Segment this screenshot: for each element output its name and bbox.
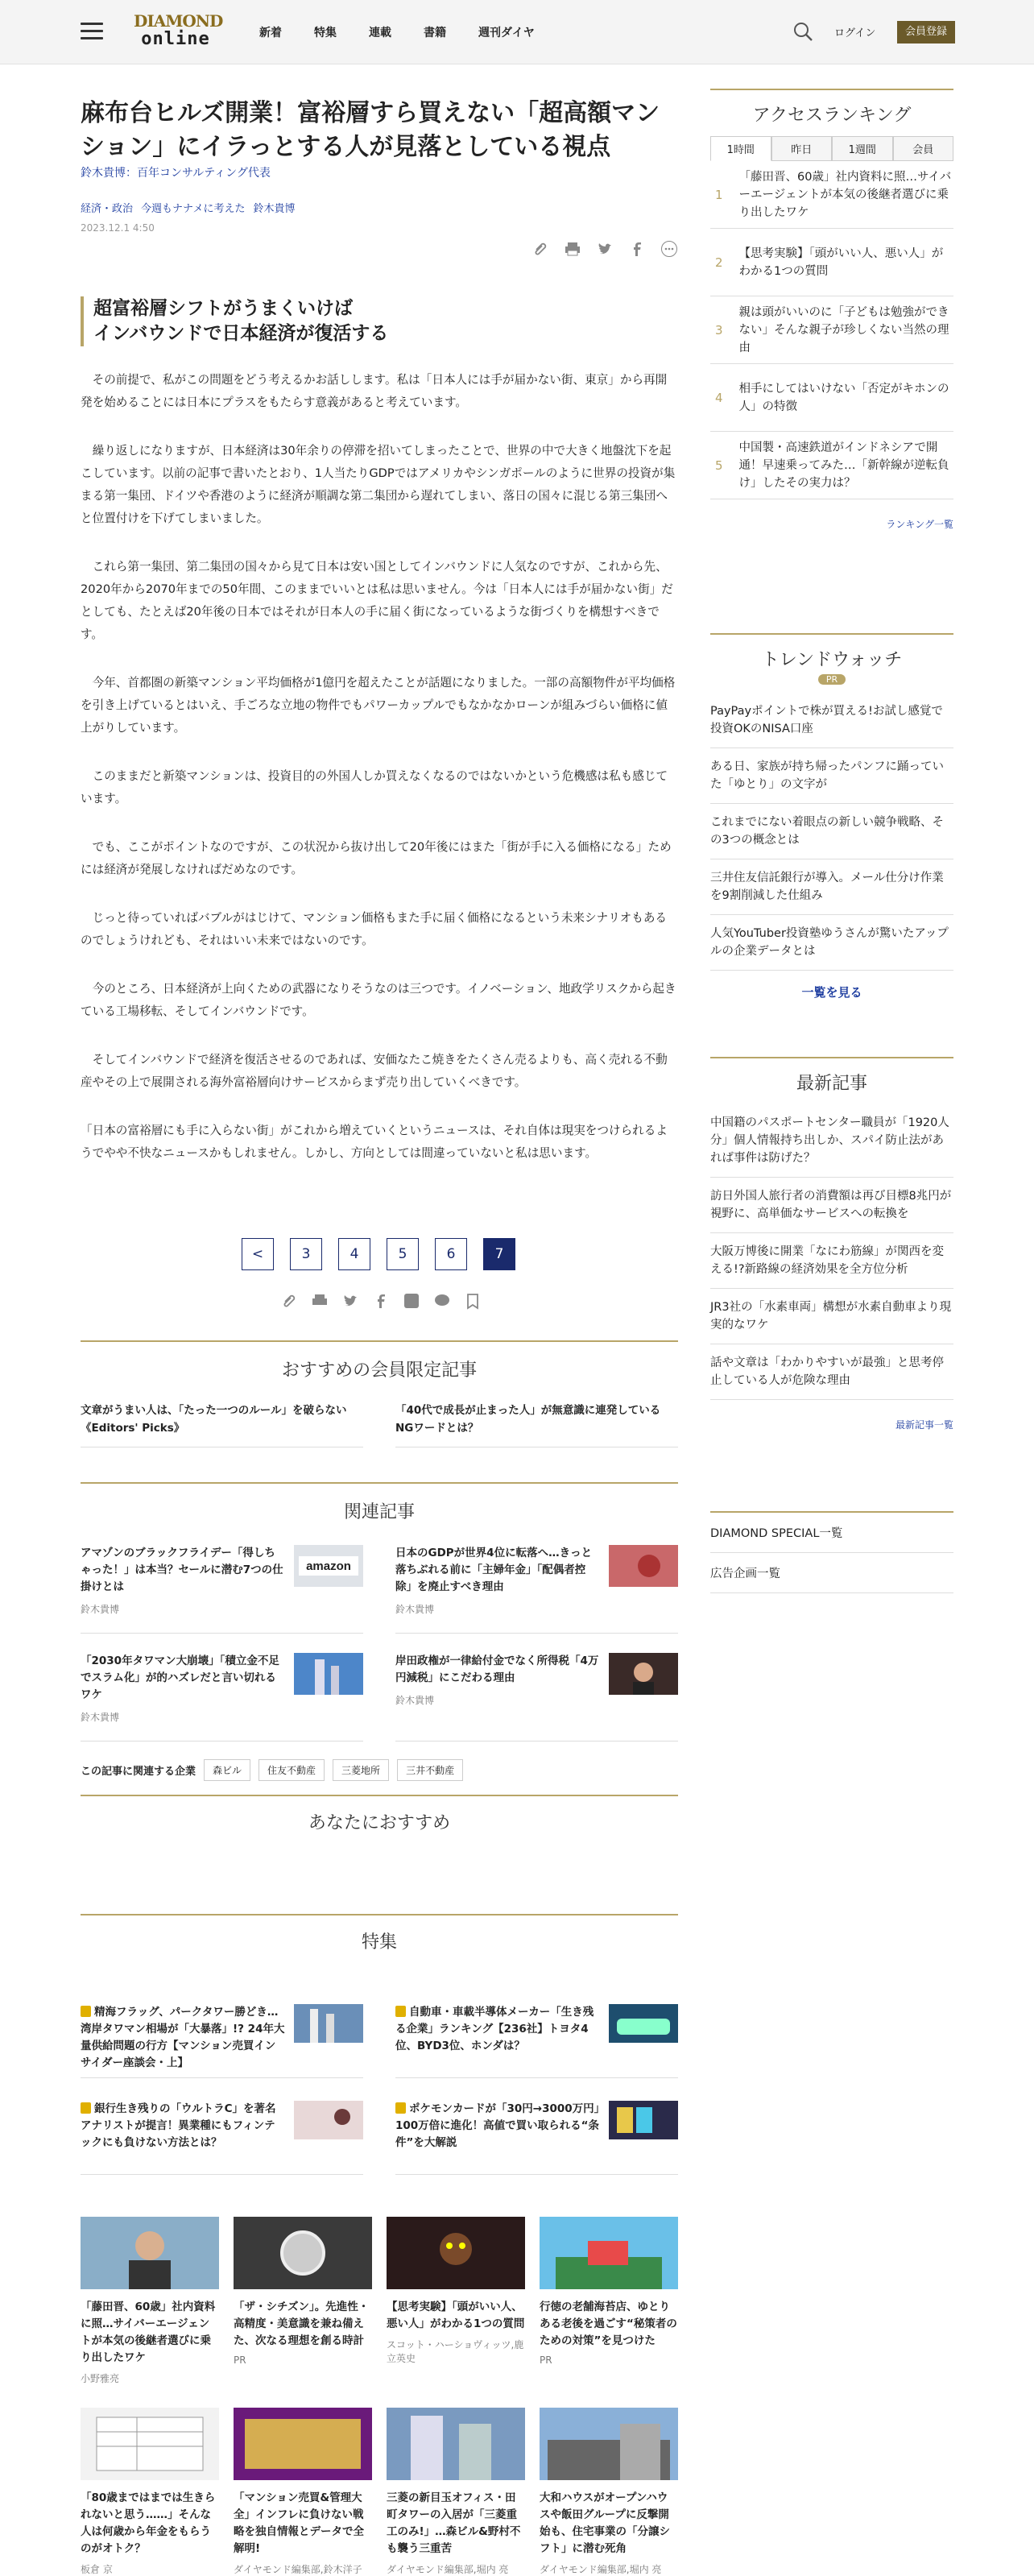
article-body — [81, 369, 678, 1191]
article-date: 2023.12.1 4:50 — [81, 222, 155, 234]
related-section-title: 関連記事 — [343, 1502, 415, 1522]
prev-page-button[interactable]: < — [242, 1238, 274, 1270]
nav-series[interactable]: 連載 — [369, 27, 391, 39]
ranking-item[interactable]: 5 中国製・高速鉄道がインドネシアで開通！早速乗ってみた…「新幹線が逆転負け」したその実力は？ — [710, 432, 953, 499]
article-author[interactable]: 鈴木貴博：百年コンサルティング代表 — [81, 167, 271, 180]
register-button[interactable]: 会員登録 — [897, 21, 955, 43]
divider — [81, 1914, 678, 1915]
line-icon[interactable] — [433, 1292, 451, 1310]
special-link[interactable]: DIAMOND SPECIAL一覧 — [710, 1513, 953, 1553]
tab-member[interactable]: 会員 — [893, 136, 954, 161]
twitter-icon[interactable] — [596, 240, 614, 258]
print-icon[interactable] — [564, 240, 581, 258]
lock-icon — [81, 2102, 91, 2114]
ranking-box — [710, 89, 953, 531]
current-page-button[interactable]: 7 — [483, 1238, 515, 1270]
latest-item[interactable]: 訪日外国人旅行者の消費額は再び目標8兆円が視野に、高単価なサービスへの転換を — [710, 1178, 953, 1233]
feature-item[interactable]: 自動車・車載半導体メーカー「生き残る企業」ランキング【236社】トヨタ4位、BYD3位、ホンダは？ — [395, 2004, 678, 2078]
twitter-icon[interactable] — [341, 1292, 359, 1310]
card-item[interactable]: 「藤田晋、60歳」社内資料に照…サイバーエージェントが本気の後継者選びに乗り出したワケ 小野雅亮 — [81, 2217, 219, 2385]
card-item[interactable]: 「マンション売買&管理大全」インフレに負けない戦略を独自情報とデータで全解明! ダイヤモンド編集部,鈴木洋子 — [234, 2408, 372, 2576]
menu-icon[interactable] — [81, 23, 103, 40]
tag-link[interactable]: 経済・政治 — [81, 203, 134, 215]
member-article[interactable]: 文章がうまい人は、「たった一つのルール」を破らない《Editors' Picks》 — [81, 1402, 363, 1447]
special-link[interactable]: 広告企画一覧 — [710, 1553, 953, 1593]
paragraph: このままだと新築マンションは、投資目的の外国人しか買えなくなるのではないかという危機感は私も感じています。 — [81, 769, 668, 806]
feature-item[interactable]: 銀行生き残りの「ウルトラC」を著名アナリストが提言！異業種にもフィンテックにも負けない方法とは？ — [81, 2101, 363, 2175]
clip-icon[interactable] — [531, 240, 549, 258]
trend-more-button[interactable]: 一覧を見る — [801, 985, 862, 1000]
search-icon[interactable] — [792, 21, 813, 42]
related-thumbnail — [609, 1653, 678, 1695]
feature-thumbnail — [294, 2101, 363, 2139]
paragraph: 繰り返しになりますが、日本経済は30年余りの停滞を招いてしまったことで、世界の中で大きく地盤沈下を起こしています。以前の記事で書いたとおり、1人当たりGDPではアメリカやシンガポールのように世界の投資が集まる第一集団、ドイツや香港のように経済が順調な第二集団から遅れてしまい、落日の国々に混じる第三集団へと位置付けを下げてしまいました。 — [81, 444, 676, 525]
nav-feature[interactable]: 特集 — [314, 27, 337, 39]
paragraph: でも、ここがポイントなのですが、この状況から抜け出して20年後にはまた「街が手に入る価格になる」ためには経済が発展しなければだめなのです。 — [81, 840, 672, 876]
nav-new[interactable]: 新着 — [259, 27, 282, 39]
card-image — [387, 2408, 525, 2480]
company-tag[interactable]: 三井不動産 — [397, 1759, 463, 1781]
clip-icon[interactable] — [280, 1292, 298, 1310]
page-button[interactable]: 3 — [290, 1238, 322, 1270]
pr-badge: PR — [818, 674, 846, 685]
article-title: 麻布台ヒルズ開業！富裕層すら買えない「超高額マンション」にイラっとする人が見落としている視点 — [81, 99, 660, 161]
special-links — [710, 1511, 953, 1593]
card-image — [540, 2217, 678, 2289]
paragraph: そしてインバウンドで経済を復活させるのであれば、安価なたこ焼きをたくさん売るよりも、高く売れる不動産やその上で展開される海外富裕層向けサービスからまず売り出していくべきです。 — [81, 1053, 668, 1089]
member-section-title: おすすめの会員限定記事 — [281, 1360, 478, 1381]
article-tags — [81, 200, 296, 215]
ranking-list — [710, 161, 953, 499]
card-item[interactable]: 「80歳まではまでは生きられないと思う……」そんな人は何歳から年金をもらうのがオトク？ 板倉 京 — [81, 2408, 219, 2576]
trend-item[interactable]: 三井住友信託銀行が導入。メール仕分け作業を9割削減した仕組み — [710, 859, 953, 915]
latest-item[interactable]: 中国籍のパスポートセンター職員が「1920人分」個人情報持ち出しか、スパイ防止法があれば事件は防げた？ — [710, 1104, 953, 1178]
print-icon[interactable] — [311, 1292, 329, 1310]
global-nav — [259, 24, 535, 40]
ranking-item[interactable]: 3 親は頭がいいのに「子どもは勉強ができない」そんな親子が珍しくない当然の理由 — [710, 296, 953, 364]
paragraph: 「日本の富裕層にも手に入らない街」がこれから増えていくというニュースは、それ自体は現実をつけられるようでやや不快なニュースかもしれません。しかし、方向としては間違っていないと私は思います。 — [81, 1124, 668, 1160]
card-image — [387, 2217, 525, 2289]
card-image — [234, 2217, 372, 2289]
latest-more-link[interactable]: 最新記事一覧 — [895, 1419, 953, 1431]
related-item[interactable]: 「2030年タワマン大崩壊」「積立金不足でスラム化」が的ハズレだと言い切れるワケ 鈴木貴博 — [81, 1653, 363, 1741]
trend-item[interactable]: これまでにない着眼点の新しい競争戦略、その3つの概念とは — [710, 804, 953, 859]
ranking-item[interactable]: 4 相手にしてはいけない「否定がキホンの人」の特徴 — [710, 364, 953, 432]
card-item[interactable]: 「ザ・シチズン」。先進性・高精度・美意識を兼ね備えた、次なる理想を創る時計 PR — [234, 2217, 372, 2385]
lock-icon — [395, 2102, 406, 2114]
section-heading: 超富裕層シフトがうまくいけば インバウンドで日本経済が復活する — [81, 296, 678, 346]
ranking-item[interactable]: 1 「藤田晋、60歳」社内資料に照…サイバーエージェントが本気の後継者選びに乗り出したワケ — [710, 161, 953, 229]
more-icon[interactable] — [660, 240, 678, 258]
latest-item[interactable]: JR3社の「水素車両」構想が水素自動車より現実的なワケ — [710, 1289, 953, 1344]
card-item[interactable]: 行徳の老舗海苔店、ゆとりある老後を過ごす“秘策者のための対策”を見つけた PR — [540, 2217, 678, 2385]
divider — [81, 1340, 678, 1342]
tab-yesterday[interactable]: 昨日 — [771, 136, 833, 161]
ranking-more-link[interactable]: ランキング一覧 — [886, 519, 953, 530]
feature-item[interactable]: ポケモンカードが「30円→3000万円」100万倍に進化！高値で買い取られる“条件”を大解説 — [395, 2101, 678, 2175]
latest-item[interactable]: 話や文章は「わかりやすいが最強」と思考停止している人が危険な理由 — [710, 1344, 953, 1400]
lock-icon — [81, 2006, 91, 2017]
nav-weekly[interactable]: 週刊ダイヤ — [478, 27, 535, 39]
paragraph: じっと待っていればバブルがはじけて、マンション価格もまた手に届く価格になるという未来シナリオもあるのでしょうけれども、それはいい未来ではないのです。 — [81, 911, 668, 947]
latest-title: 最新記事 — [796, 1074, 867, 1094]
ranking-tabs — [710, 136, 953, 161]
related-item[interactable]: 岸田政権が一律給付金でなく所得税「4万円減税」にこだわる理由 鈴木貴博 — [395, 1653, 678, 1741]
related-companies: この記事に関連する企業 森ビル 住友不動産 三菱地所 三井不動産 — [81, 1759, 678, 1781]
site-logo[interactable]: DIAMOND online — [134, 11, 223, 49]
feature-thumbnail — [609, 2101, 678, 2139]
feature-articles — [81, 2004, 678, 2175]
tag-link[interactable]: 今週もナナメに考えた — [141, 203, 246, 215]
feature-thumbnail — [609, 2004, 678, 2043]
nav-books[interactable]: 書籍 — [424, 27, 446, 39]
trend-title: トレンドウォッチ — [761, 650, 903, 670]
page-button[interactable]: 5 — [387, 1238, 419, 1270]
company-tag[interactable]: 住友不動産 — [258, 1759, 325, 1781]
related-item[interactable]: 日本のGDPが世界4位に転落へ…きっと落ちぶれる前に「主婦年金」「配偶者控除」を廃止すべき理由 鈴木貴博 — [395, 1545, 678, 1634]
share-bar-bottom — [280, 1292, 482, 1310]
divider — [81, 1795, 678, 1796]
trend-item[interactable]: 人気YouTuber投資塾ゆうさんが驚いたアップルの企業データとは — [710, 915, 953, 971]
ranking-title: アクセスランキング — [752, 106, 912, 126]
lock-icon — [395, 2006, 406, 2017]
login-link[interactable]: ログイン — [834, 27, 876, 39]
latest-box — [710, 1057, 953, 1431]
card-image — [81, 2217, 219, 2289]
paragraph: これら第一集団、第二集団の国々から見て日本は安い国としてインバウンドに人気なのですが、これから先、2020年から2070年までの50年間、このままでいいとは私は思いません。今は「日本人には手が届かない街」だとしても、たとえば20年後の日本ではそれが日本人の手に届く街になっているような街づくりを構想すべきです。 — [81, 560, 673, 641]
facebook-icon[interactable] — [372, 1292, 390, 1310]
tab-hour[interactable]: 1時間 — [710, 136, 771, 161]
site-header — [0, 0, 1034, 64]
related-thumbnail — [294, 1653, 363, 1695]
feature-thumbnail — [294, 2004, 363, 2043]
card-grid — [81, 2217, 678, 2576]
card-item[interactable]: 大和ハウスがオープンハウスや飯田グループに反撃開始も、住宅事業の「分譲シフト」に潜む死角 ダイヤモンド編集部,堀内 亮 — [540, 2408, 678, 2576]
ranking-item[interactable]: 2 【思考実験】「頭がいい人、悪い人」がわかる1つの質問 — [710, 229, 953, 296]
tab-week[interactable]: 1週間 — [832, 136, 893, 161]
amazon-logo: amazon — [306, 1559, 351, 1573]
divider — [81, 1482, 678, 1484]
tag-link[interactable]: 鈴木貴博 — [253, 203, 296, 215]
feature-section-title: 特集 — [361, 1932, 397, 1953]
recommend-section-title: あなたにおすすめ — [308, 1813, 451, 1833]
feature-item[interactable]: 精海フラッグ、パークタワー勝どき…湾岸タワマン相場が「大暴落」!? 24年大量供給問題の行方【マンション売買インサイダー座談会・上】 — [81, 2004, 363, 2078]
paragraph: 今年、首都圏の新築マンション平均価格が1億円を超えたことが話題になりました。一部の高額物件が平均価格を引き上げているとはいえ、手ごろな立地の物件でもパワーカップルでもなかなかローンが組みづらい価格に値上がりしています。 — [81, 676, 676, 735]
related-thumbnail — [294, 1545, 363, 1587]
page-button[interactable]: 6 — [435, 1238, 467, 1270]
related-item[interactable]: アマゾンのブラックフライデー「得しちゃった！」は本当？セールに潜む7つの仕掛けとは 鈴木貴博 amazon — [81, 1545, 363, 1634]
related-thumbnail — [609, 1545, 678, 1587]
trend-box — [710, 633, 953, 1000]
share-bar — [531, 240, 678, 258]
card-item[interactable]: 【思考実験】「頭がいい人、悪い人」がわかる1つの質問 スコット・ハーショヴィッツ,鹿立英史 — [387, 2217, 525, 2385]
page-button[interactable]: 4 — [338, 1238, 370, 1270]
card-image — [540, 2408, 678, 2480]
company-tag[interactable]: 三菱地所 — [333, 1759, 389, 1781]
hatena-icon[interactable] — [403, 1292, 420, 1310]
trend-item[interactable]: PayPayポイントで株が買える!お試し感覚で投資OKのNISA口座 — [710, 693, 953, 748]
card-item[interactable]: 三菱の新目玉オフィス・田町タワーの入居が「三菱重工のみ!」…森ビル&野村不も襲う三重苦 ダイヤモンド編集部,堀内 亮 — [387, 2408, 525, 2576]
paragraph: 今のところ、日本経済が上向くための武器になりそうなのは三つです。イノベーション、地政学リスクから起きている工場移転、そしてインバウンドです。 — [81, 982, 676, 1018]
member-articles — [81, 1402, 678, 1447]
card-image — [81, 2408, 219, 2480]
facebook-icon[interactable] — [628, 240, 646, 258]
latest-item[interactable]: 大阪万博後に開業「なにわ筋線」が関西を変える!?新路線の経済効果を全方位分析 — [710, 1233, 953, 1289]
company-tag[interactable]: 森ビル — [204, 1759, 250, 1781]
paragraph: その前提で、私がこの問題をどう考えるかお話しします。私は「日本人には手が届かない街、東京」から再開発を始めることには日本にプラスをもたらす意義があると考えています。 — [81, 373, 668, 409]
trend-item[interactable]: ある日、家族が持ち帰ったパンフに踊っていた「ゆとり」の文字が — [710, 748, 953, 804]
pagination — [242, 1238, 515, 1270]
related-articles — [81, 1545, 678, 1741]
card-image — [234, 2408, 372, 2480]
member-article[interactable]: 「40代で成長が止まった人」が無意識に連発しているNGワードとは？ — [395, 1402, 678, 1447]
bookmark-icon[interactable] — [464, 1292, 482, 1310]
